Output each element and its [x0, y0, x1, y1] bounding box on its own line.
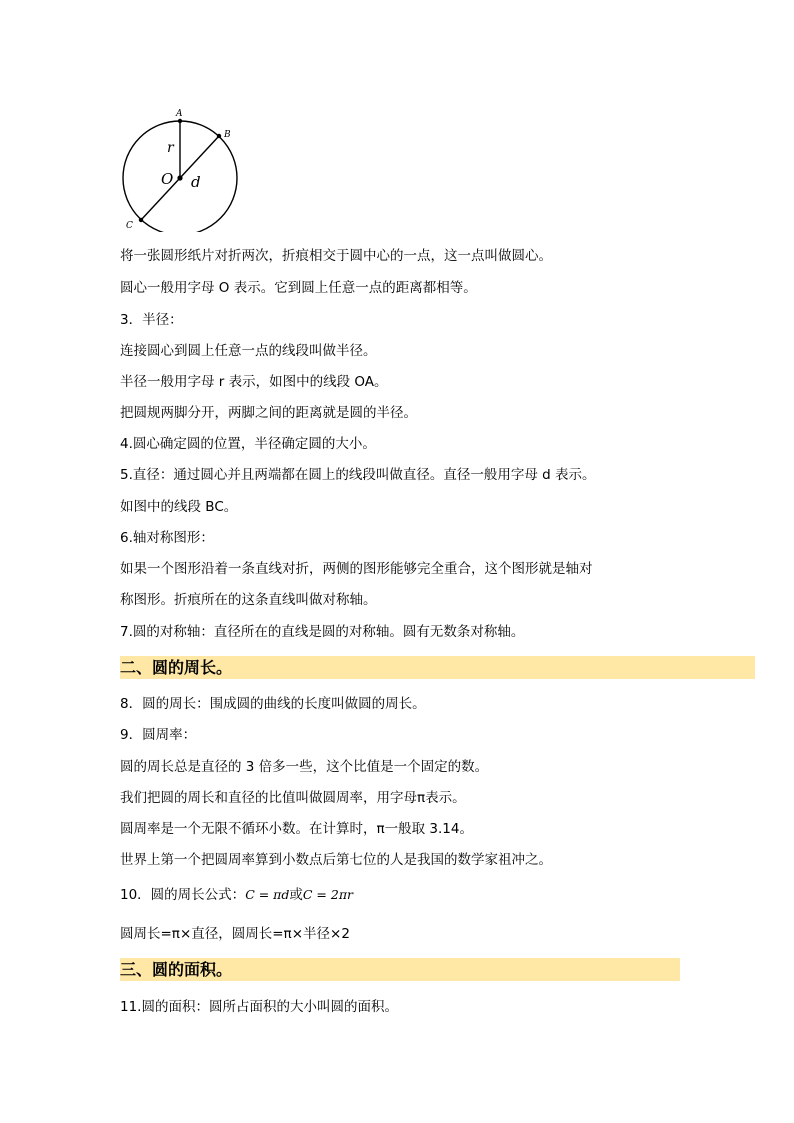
formula-circumference-diameter: C = πd: [245, 887, 290, 902]
label-d: d: [191, 173, 201, 191]
text-line: 圆周率是一个无限不循环小数。在计算时，π一般取 3.14。: [120, 821, 473, 837]
formula-line: [120, 885, 353, 905]
point-o: [177, 175, 182, 180]
section-heading-text: 二、圆的周长。: [120, 658, 233, 677]
circle-diagram: [118, 104, 248, 232]
label-r: r: [167, 140, 174, 156]
text-line: 6.轴对称图形：: [120, 530, 214, 546]
text-line: 圆周长=π×直径，圆周长=π×半径×2: [120, 926, 350, 942]
section-heading-circumference: [120, 656, 755, 679]
text-line: 圆的周长总是直径的 3 倍多一些，这个比值是一个固定的数。: [120, 759, 489, 775]
text-line: 连接圆心到圆上任意一点的线段叫做半径。: [120, 343, 377, 359]
label-a: A: [176, 109, 183, 119]
label-b: B: [224, 130, 231, 140]
text-line: 我们把圆的周长和直径的比值叫做圆周率，用字母π表示。: [120, 790, 466, 806]
text-line: 9．圆周率：: [120, 727, 197, 743]
point-a: [178, 119, 182, 123]
text-line: 将一张圆形纸片对折两次，折痕相交于圆中心的一点，这一点叫做圆心。: [120, 248, 552, 264]
formula-connector: 或: [289, 887, 303, 903]
text-line: 圆心一般用字母 O 表示。它到圆上任意一点的距离都相等。: [120, 280, 477, 296]
text-line: 半径一般用字母 r 表示，如图中的线段 OA。: [120, 374, 388, 390]
text-line: 11.圆的面积：圆所占面积的大小叫圆的面积。: [120, 999, 398, 1015]
text-line: 5.直径：通过圆心并且两端都在圆上的线段叫做直径。直径一般用字母 d 表示。: [120, 467, 596, 483]
text-line: 4.圆心确定圆的位置，半径确定圆的大小。: [120, 436, 376, 452]
text-line: 3．半径：: [120, 312, 183, 328]
section-heading-area: [120, 958, 680, 981]
formula-prefix: 10．圆的周长公式：: [120, 887, 246, 903]
text-line: 7.圆的对称轴：直径所在的直线是圆的对称轴。圆有无数条对称轴。: [120, 624, 525, 640]
formula-circumference-radius: C = 2πr: [302, 887, 354, 902]
text-line: 如果一个图形沿着一条直线对折，两侧的图形能够完全重合，这个图形就是轴对: [120, 561, 593, 577]
text-line: 如图中的线段 BC。: [120, 499, 238, 515]
text-line: 8．圆的周长：围成圆的曲线的长度叫做圆的周长。: [120, 696, 426, 712]
text-line: 把圆规两脚分开，两脚之间的距离就是圆的半径。: [120, 405, 417, 421]
text-line: 世界上第一个把圆周率算到小数点后第七位的人是我国的数学家祖冲之。: [120, 852, 552, 868]
section-heading-text: 三、圆的面积。: [120, 960, 233, 979]
label-o: O: [161, 170, 174, 188]
point-b: [217, 134, 221, 138]
label-c: C: [126, 221, 133, 231]
point-c: [139, 218, 143, 222]
text-line: 称图形。折痕所在的这条直线叫做对称轴。: [120, 592, 377, 608]
